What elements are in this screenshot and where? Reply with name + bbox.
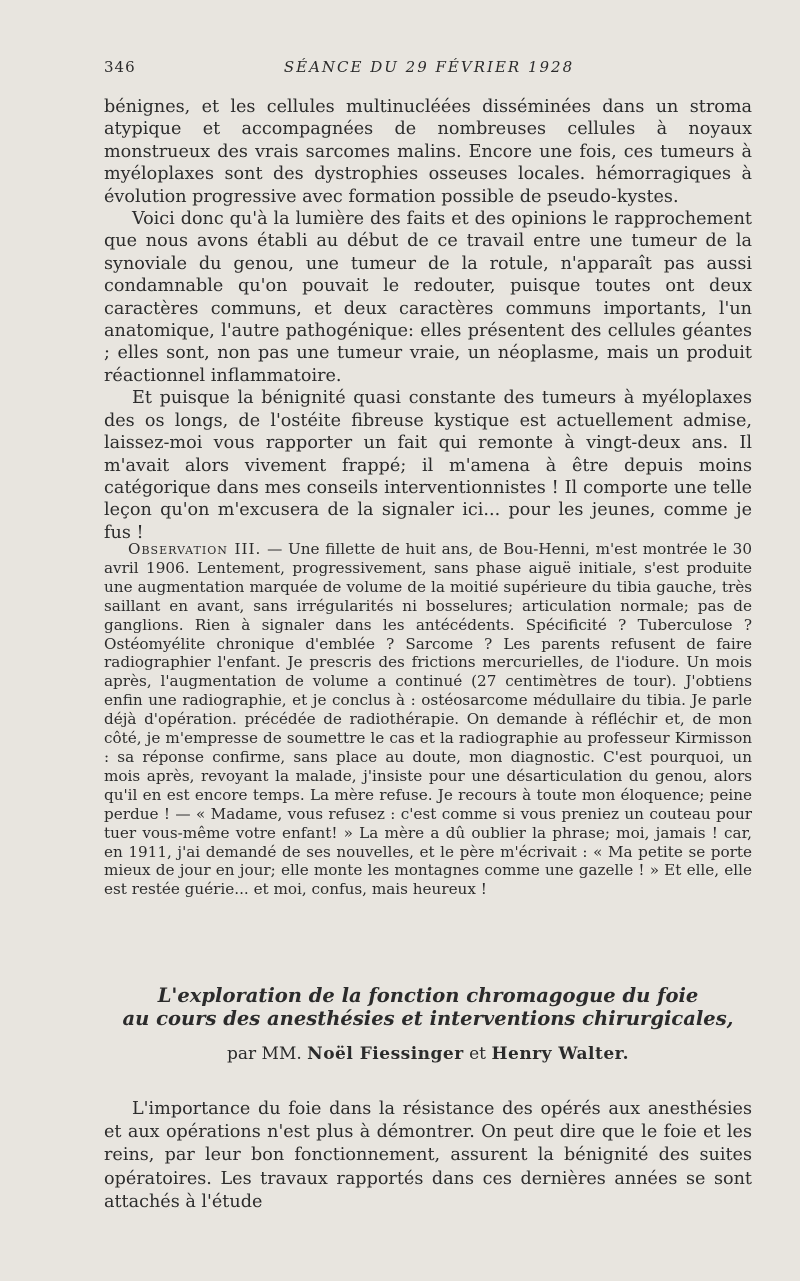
running-title: SÉANCE DU 29 FÉVRIER 1928 [283, 58, 575, 76]
running-header [104, 58, 754, 78]
observation-label: Observation III. [128, 540, 262, 558]
paragraph: Voici donc qu'à la lumière des faits et des opinions le rapprochement que nous avons établi au début de ce travail entre une tumeur de la synoviale du genou, une tumeur de la rotule, n'apparaît pas aussi condamnable qu'on pouvait le redouter, puisque toutes ont deux caractères communs, et deux caractères communs importants, l'un anatomique, l'autre pathogénique: elles présentent des cellules géantes ; elles sont, non pas une tumeur vraie, un néoplasme, mais un produit réactionnel inflammatoire. [104, 209, 752, 386]
paragraph: bénignes, et les cellules multinucléées disséminées dans un stroma atypique et accompagnées de nombreuses cellules à noyaux monstrueux des vrais sarcomes malins. Encore une fois, ces tumeurs à myéloplaxes sont des dystrophies osseuses locales. hémorragiques à évolution progressive avec formation possible de pseudo-kystes. [104, 97, 752, 207]
author-name: Henry Walter. [491, 1044, 629, 1064]
authors-joiner: et [469, 1044, 487, 1064]
article-body [104, 1098, 752, 1214]
author-name: Noël Fiessinger [307, 1044, 464, 1064]
body-text-block [104, 96, 752, 544]
page-number: 346 [104, 58, 136, 76]
observation-block [104, 540, 752, 899]
paragraph: L'importance du foie dans la résistance des opérés aux anesthésies et aux opérations n'est plus à démontrer. On peut dire que le foie et les reins, par leur bon fonctionnement, assurent la bénignité des suites opératoires. Les travaux rapportés dans ces dernières années se sont attachés à l'étude [104, 1099, 752, 1212]
paragraph: Et puisque la bénignité quasi constante des tumeurs à myéloplaxes des os longs, de l'ostéite fibreuse kystique est actuellement admise, laissez-moi vous rapporter un fait qui remonte à vingt-deux ans. Il m'avait alors vivement frappé; il m'amena à être depuis moins catégorique dans mes conseils interventionnistes ! Il comporte une telle leçon qu'on m'excusera de la signaler ici... pour les jeunes, comme je fus ! [104, 388, 752, 543]
observation-paragraph [104, 540, 752, 899]
observation-text: — Une fillette de huit ans, de Bou-Henni, m'est montrée le 30 avril 1906. Lentement, progressivement, sans phase aiguë initiale, s'est produite une augmentation marquée de volume de la moitié supérieure du tibia gauche, très saillant en avant, sans irrégularités ni bosselures; articulation normale; pas de ganglions. Rien à signaler dans les antécédents. Spécificité ? Tuberculose ? Ostéomyélite chronique d'emblée ? Sarcome ? Les parents refusent de faire radiographier l'enfant. Je prescris des frictions mercurielles, de l'iodure. Un mois après, l'augmentation de volume a continué (27 centimètres de tour). J'obtiens enfin une radiographie, et je conclus à : ostéosarcome médullaire du tibia. Je parle déjà d'opération. précédée de radiothérapie. On demande à réfléchir et, de mon côté, je m'empresse de soumettre le cas et la radiographie au professeur Kirmisson : sa réponse confirme, sans place au doute, mon diagnostic. C'est pourquoi, un mois après, revoyant la malade, j'insiste pour une désarticulation du genou, alors qu'il en est encore temps. La mère refuse. Je recours à toute mon éloquence; peine perdue ! — « Madame, vous refusez : c'est comme si vous preniez un couteau pour tuer vous-même votre enfant! » La mère a dû oublier la phrase; moi, jamais ! car, en 1911, j'ai demandé de ses nouvelles, et le père m'écrivait : « Ma petite se porte mieux de jour en jour; elle monte les montagnes comme une gazelle ! » Et elle, elle est restée guérie... et moi, confus, mais heureux ! [104, 540, 752, 899]
article-title [104, 984, 752, 1030]
article-title-line: L'exploration de la fonction chromagogue du foie [157, 984, 699, 1007]
article-authors [104, 1044, 752, 1064]
authors-prefix: par MM. [227, 1044, 302, 1064]
article-title-line: au cours des anesthésies et interventions chirurgicales, [122, 1007, 734, 1030]
